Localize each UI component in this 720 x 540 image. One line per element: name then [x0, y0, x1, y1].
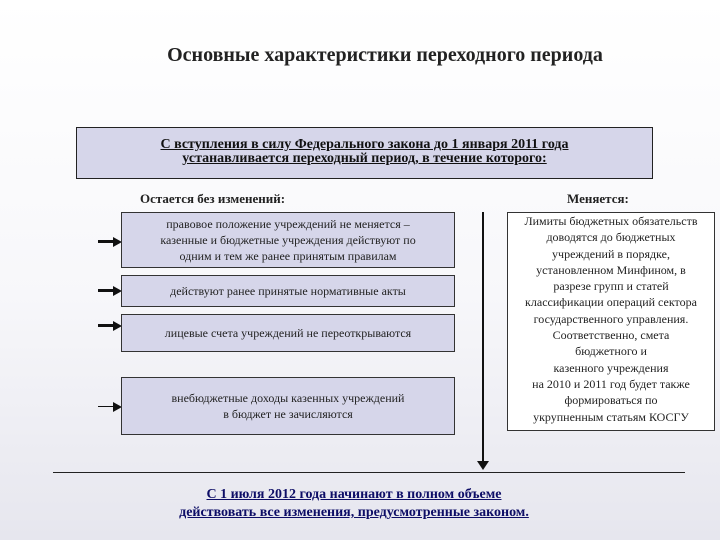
- change-line: разрезе групп и статей: [553, 279, 669, 294]
- change-line: укрупненным статьям КОСГУ: [533, 409, 689, 424]
- unchanged-item-regulations: [121, 275, 455, 307]
- change-line: формироваться по: [564, 393, 658, 408]
- change-line: Соответственно, смета: [552, 328, 670, 343]
- changes-description-box: [507, 212, 715, 431]
- horizontal-divider: [53, 472, 685, 473]
- transition-period-header-box: [76, 127, 653, 179]
- item-line: внебюджетные доходы казенных учреждений: [171, 391, 405, 405]
- unchanged-item-income: [121, 377, 455, 435]
- footer-line-1: С 1 июля 2012 года начинают в полном объеме: [206, 487, 502, 502]
- down-arrow-icon: [477, 461, 489, 470]
- right-arrow-icon: [98, 324, 114, 327]
- footer-line-2: действовать все изменения, предусмотренные законом.: [179, 505, 529, 520]
- change-line: государственного управления.: [533, 311, 689, 326]
- unchanged-item-accounts: [121, 314, 455, 352]
- right-arrow-icon: [98, 406, 114, 407]
- header-line-1: С вступления в силу Федерального закона до 1 января 2011 года: [160, 137, 569, 152]
- item-line: казенные и бюджетные учреждения действуют по: [160, 233, 416, 247]
- header-line-2: устанавливается переходный период, в течение которого:: [182, 151, 547, 166]
- item-line: одним и тем же ранее принятым правилам: [179, 249, 397, 263]
- vertical-connector-line: [482, 212, 484, 462]
- right-arrow-icon: [98, 289, 114, 292]
- item-line: в бюджет не зачисляются: [223, 407, 353, 421]
- change-line: Лимиты бюджетных обязательств: [524, 214, 698, 228]
- footer-note: [0, 486, 708, 522]
- item-line: действуют ранее принятые нормативные акты: [170, 284, 406, 298]
- change-line: установленном Минфином, в: [536, 262, 686, 277]
- change-line: на 2010 и 2011 год будет также: [532, 376, 690, 391]
- change-line: казенного учреждения: [553, 360, 669, 375]
- item-line: правовое положение учреждений не меняется –: [166, 217, 410, 231]
- changes-heading: Меняется:: [567, 191, 629, 206]
- unchanged-item-legal-status: [121, 212, 455, 268]
- change-line: классификации операций сектора: [525, 295, 697, 310]
- change-line: учреждений в порядке,: [552, 246, 670, 261]
- unchanged-heading: Остается без изменений:: [140, 191, 286, 206]
- item-line: лицевые счета учреждений не переоткрываются: [164, 326, 412, 340]
- slide-title: Основные характеристики переходного периода: [167, 44, 603, 66]
- right-arrow-icon: [98, 240, 114, 243]
- change-line: бюджетного и: [575, 344, 647, 359]
- change-line: доводятся до бюджетных: [546, 230, 676, 245]
